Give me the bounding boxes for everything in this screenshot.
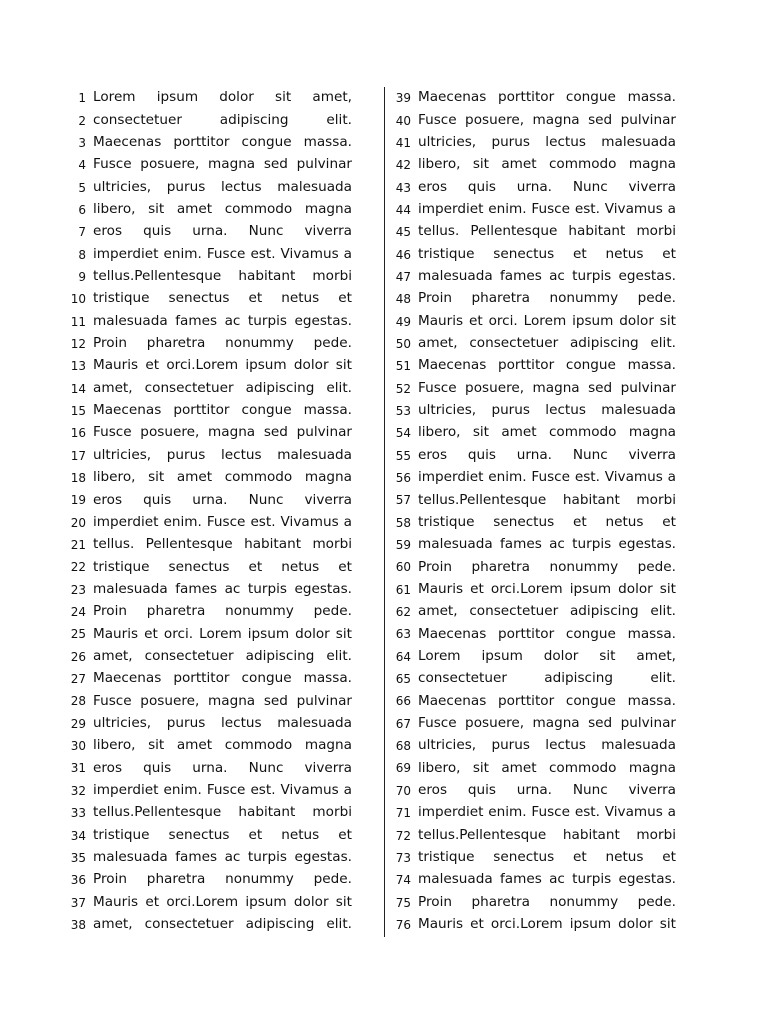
numbered-line [60, 221, 352, 243]
line-text: tristique senectus et netus et [93, 826, 352, 843]
line-text: Maecenas porttitor congue massa. [93, 670, 352, 687]
line-text: imperdiet enim. Fusce est. Vivamus a [418, 201, 676, 218]
line-text: ultricies, purus lectus malesuada [418, 402, 676, 419]
line-text: libero, sit amet commodo magna [93, 469, 352, 486]
line-text: amet, consectetuer adipiscing elit. [418, 335, 676, 352]
line-text: Maecenas porttitor congue massa. [418, 89, 676, 106]
line-number: 32 [70, 783, 86, 798]
numbered-line [60, 713, 352, 735]
line-number: 52 [395, 381, 411, 396]
line-text: libero, sit amet commodo magna [418, 156, 676, 173]
line-number: 18 [70, 471, 86, 486]
line-number: 10 [70, 292, 86, 307]
line-number: 65 [395, 672, 411, 687]
line-text: eros quis urna. Nunc viverra [93, 223, 352, 240]
line-text: imperdiet enim. Fusce est. Vivamus a [93, 513, 352, 530]
line-number: 17 [70, 448, 86, 463]
line-text: malesuada fames ac turpis egestas. [418, 268, 676, 285]
numbered-line [385, 757, 676, 779]
line-number: 34 [70, 828, 86, 843]
numbered-line [385, 534, 676, 556]
line-text: ultricies, purus lectus malesuada [93, 178, 352, 195]
line-number: 66 [395, 694, 411, 709]
line-number: 16 [70, 426, 86, 441]
line-text: eros quis urna. Nunc viverra [93, 759, 352, 776]
numbered-line [385, 847, 676, 869]
line-number: 20 [70, 515, 86, 530]
numbered-line [60, 847, 352, 869]
numbered-line [385, 869, 676, 891]
numbered-line [385, 668, 676, 690]
numbered-line [60, 914, 352, 936]
numbered-line [385, 422, 676, 444]
line-number: 68 [395, 739, 411, 754]
numbered-line [60, 445, 352, 467]
line-number: 47 [395, 269, 411, 284]
numbered-line [385, 377, 676, 399]
line-number: 42 [395, 158, 411, 173]
numbered-line [385, 87, 676, 109]
numbered-line [385, 109, 676, 131]
line-text: malesuada fames ac turpis egestas. [418, 536, 676, 553]
line-number: 37 [70, 895, 86, 910]
line-number: 50 [395, 336, 411, 351]
numbered-line [385, 556, 676, 578]
numbered-line [60, 132, 352, 154]
line-number: 28 [70, 694, 86, 709]
line-text: imperdiet enim. Fusce est. Vivamus a [93, 781, 352, 798]
line-number: 74 [395, 873, 411, 888]
line-text: tellus.Pellentesque habitant morbi [418, 826, 676, 843]
line-text: tristique senectus et netus et [93, 558, 352, 575]
numbered-line [385, 690, 676, 712]
numbered-line [385, 243, 676, 265]
line-number: 5 [78, 180, 86, 195]
numbered-line [60, 757, 352, 779]
numbered-line [60, 333, 352, 355]
line-number: 56 [395, 471, 411, 486]
numbered-line [385, 512, 676, 534]
line-text: amet, consectetuer adipiscing elit. [418, 603, 676, 620]
line-number: 29 [70, 716, 86, 731]
line-number: 15 [70, 403, 86, 418]
line-number: 40 [395, 113, 411, 128]
line-text: Maecenas porttitor congue massa. [93, 134, 352, 151]
line-text: imperdiet enim. Fusce est. Vivamus a [418, 469, 676, 486]
numbered-line [60, 534, 352, 556]
numbered-line [60, 891, 352, 913]
line-text: tellus. Pellentesque habitant morbi [418, 223, 676, 240]
numbered-line [385, 333, 676, 355]
line-number: 59 [395, 538, 411, 553]
line-text: Fusce posuere, magna sed pulvinar [93, 156, 352, 173]
line-number: 8 [78, 247, 86, 262]
line-text: Proin pharetra nonummy pede. [93, 871, 352, 888]
line-text: Fusce posuere, magna sed pulvinar [93, 692, 352, 709]
line-number: 33 [70, 806, 86, 821]
line-number: 23 [70, 582, 86, 597]
line-text: imperdiet enim. Fusce est. Vivamus a [418, 804, 676, 821]
line-text: malesuada fames ac turpis egestas. [93, 312, 352, 329]
numbered-line [385, 802, 676, 824]
numbered-line [60, 199, 352, 221]
numbered-line [60, 355, 352, 377]
numbered-line [385, 154, 676, 176]
line-text: eros quis urna. Nunc viverra [93, 491, 352, 508]
line-text: Proin pharetra nonummy pede. [418, 290, 676, 307]
line-text: Mauris et orci.Lorem ipsum dolor sit [418, 916, 676, 933]
line-text: libero, sit amet commodo magna [93, 201, 352, 218]
line-number: 58 [395, 515, 411, 530]
line-number: 25 [70, 627, 86, 642]
numbered-line [385, 891, 676, 913]
line-number: 14 [70, 381, 86, 396]
line-text: Maecenas porttitor congue massa. [418, 625, 676, 642]
numbered-line [385, 266, 676, 288]
numbered-line [385, 646, 676, 668]
line-number: 44 [395, 202, 411, 217]
line-text: tristique senectus et netus et [93, 290, 352, 307]
line-number: 19 [70, 493, 86, 508]
line-text: amet, consectetuer adipiscing elit. [93, 647, 352, 664]
numbered-line [60, 422, 352, 444]
line-number: 43 [395, 180, 411, 195]
numbered-line [385, 579, 676, 601]
line-number: 62 [395, 605, 411, 620]
line-number: 13 [70, 359, 86, 374]
numbered-line [385, 735, 676, 757]
numbered-line [60, 735, 352, 757]
line-text: libero, sit amet commodo magna [93, 737, 352, 754]
line-text: ultricies, purus lectus malesuada [93, 446, 352, 463]
numbered-line [385, 199, 676, 221]
numbered-line [60, 623, 352, 645]
numbered-line [385, 601, 676, 623]
line-number: 31 [70, 761, 86, 776]
line-number: 9 [78, 269, 86, 284]
line-number: 72 [395, 828, 411, 843]
line-number: 21 [70, 538, 86, 553]
numbered-line [385, 914, 676, 936]
numbered-line [60, 176, 352, 198]
numbered-line [60, 668, 352, 690]
line-number: 4 [78, 158, 86, 173]
line-text: Mauris et orci.Lorem ipsum dolor sit [93, 893, 352, 910]
line-text: Proin pharetra nonummy pede. [418, 558, 676, 575]
line-number: 35 [70, 850, 86, 865]
line-number: 64 [395, 649, 411, 664]
line-text: Mauris et orci. Lorem ipsum dolor sit [418, 312, 676, 329]
numbered-line [60, 802, 352, 824]
line-number: 60 [395, 560, 411, 575]
line-text: eros quis urna. Nunc viverra [418, 781, 676, 798]
line-number: 26 [70, 649, 86, 664]
line-text: Mauris et orci.Lorem ipsum dolor sit [93, 357, 352, 374]
numbered-line [385, 467, 676, 489]
line-text: tristique senectus et netus et [418, 513, 676, 530]
line-number: 71 [395, 806, 411, 821]
numbered-line [385, 489, 676, 511]
line-number: 1 [78, 91, 86, 106]
numbered-line [385, 623, 676, 645]
line-number: 53 [395, 403, 411, 418]
line-text: amet, consectetuer adipiscing elit. [93, 916, 352, 933]
line-number: 49 [395, 314, 411, 329]
numbered-line [60, 579, 352, 601]
line-number: 55 [395, 448, 411, 463]
numbered-line [385, 824, 676, 846]
line-number: 24 [70, 605, 86, 620]
numbered-line [60, 512, 352, 534]
line-number: 75 [395, 895, 411, 910]
line-number: 45 [395, 225, 411, 240]
numbered-line [60, 243, 352, 265]
numbered-line [60, 87, 352, 109]
line-number: 57 [395, 493, 411, 508]
numbered-line [385, 288, 676, 310]
line-text: eros quis urna. Nunc viverra [418, 446, 676, 463]
numbered-line [60, 690, 352, 712]
line-text: Fusce posuere, magna sed pulvinar [418, 714, 676, 731]
numbered-line [385, 176, 676, 198]
line-text: libero, sit amet commodo magna [418, 759, 676, 776]
line-number: 38 [70, 917, 86, 932]
line-text: ultricies, purus lectus malesuada [418, 134, 676, 151]
numbered-line [60, 556, 352, 578]
line-number: 70 [395, 783, 411, 798]
numbered-line [60, 869, 352, 891]
line-text: amet, consectetuer adipiscing elit. [93, 379, 352, 396]
line-number: 30 [70, 739, 86, 754]
line-text: Maecenas porttitor congue massa. [93, 402, 352, 419]
numbered-line [385, 310, 676, 332]
line-number: 12 [70, 336, 86, 351]
numbered-line [60, 400, 352, 422]
line-text: malesuada fames ac turpis egestas. [418, 871, 676, 888]
line-number: 2 [78, 113, 86, 128]
line-text: Lorem ipsum dolor sit amet, [418, 647, 676, 664]
numbered-line [385, 400, 676, 422]
numbered-line [385, 132, 676, 154]
numbered-line [385, 221, 676, 243]
line-text: tellus. Pellentesque habitant morbi [93, 536, 352, 553]
numbered-line [60, 377, 352, 399]
line-number: 69 [395, 761, 411, 776]
line-text: tristique senectus et netus et [418, 245, 676, 262]
line-text: ultricies, purus lectus malesuada [93, 714, 352, 731]
line-text: consectetuer adipiscing elit. [418, 670, 676, 687]
line-text: malesuada fames ac turpis egestas. [93, 849, 352, 866]
line-number: 27 [70, 672, 86, 687]
line-number: 41 [395, 135, 411, 150]
numbered-line [60, 824, 352, 846]
line-text: Proin pharetra nonummy pede. [418, 893, 676, 910]
left-text-column [60, 87, 352, 936]
line-text: tellus.Pellentesque habitant morbi [93, 268, 352, 285]
line-number: 22 [70, 560, 86, 575]
line-number: 46 [395, 247, 411, 262]
line-number: 3 [78, 135, 86, 150]
line-text: tristique senectus et netus et [418, 849, 676, 866]
line-number: 39 [395, 91, 411, 106]
line-text: consectetuer adipiscing elit. [93, 111, 352, 128]
numbered-line [60, 780, 352, 802]
line-text: Mauris et orci. Lorem ipsum dolor sit [93, 625, 352, 642]
right-text-column [385, 87, 676, 936]
line-number: 7 [78, 225, 86, 240]
line-text: Maecenas porttitor congue massa. [418, 692, 676, 709]
line-text: tellus.Pellentesque habitant morbi [93, 804, 352, 821]
numbered-line [60, 310, 352, 332]
line-number: 11 [70, 314, 86, 329]
line-text: eros quis urna. Nunc viverra [418, 178, 676, 195]
numbered-line [60, 266, 352, 288]
line-text: Mauris et orci.Lorem ipsum dolor sit [418, 580, 676, 597]
line-number: 67 [395, 716, 411, 731]
line-text: malesuada fames ac turpis egestas. [93, 580, 352, 597]
line-text: imperdiet enim. Fusce est. Vivamus a [93, 245, 352, 262]
numbered-line [385, 780, 676, 802]
line-text: Fusce posuere, magna sed pulvinar [93, 424, 352, 441]
line-number: 54 [395, 426, 411, 441]
line-text: libero, sit amet commodo magna [418, 424, 676, 441]
numbered-line [60, 467, 352, 489]
line-text: ultricies, purus lectus malesuada [418, 737, 676, 754]
numbered-line [385, 355, 676, 377]
line-text: tellus.Pellentesque habitant morbi [418, 491, 676, 508]
line-text: Lorem ipsum dolor sit amet, [93, 89, 352, 106]
line-number: 51 [395, 359, 411, 374]
line-text: Maecenas porttitor congue massa. [418, 357, 676, 374]
numbered-line [60, 288, 352, 310]
numbered-line [385, 713, 676, 735]
numbered-line [60, 489, 352, 511]
line-text: Proin pharetra nonummy pede. [93, 335, 352, 352]
numbered-line [60, 154, 352, 176]
line-number: 6 [78, 202, 86, 217]
numbered-line [385, 445, 676, 467]
line-number: 36 [70, 873, 86, 888]
numbered-line [60, 601, 352, 623]
line-number: 63 [395, 627, 411, 642]
line-text: Proin pharetra nonummy pede. [93, 603, 352, 620]
numbered-line [60, 646, 352, 668]
numbered-line [60, 109, 352, 131]
line-number: 76 [395, 917, 411, 932]
line-number: 48 [395, 292, 411, 307]
line-text: Fusce posuere, magna sed pulvinar [418, 379, 676, 396]
line-number: 61 [395, 582, 411, 597]
line-text: Fusce posuere, magna sed pulvinar [418, 111, 676, 128]
line-number: 73 [395, 850, 411, 865]
